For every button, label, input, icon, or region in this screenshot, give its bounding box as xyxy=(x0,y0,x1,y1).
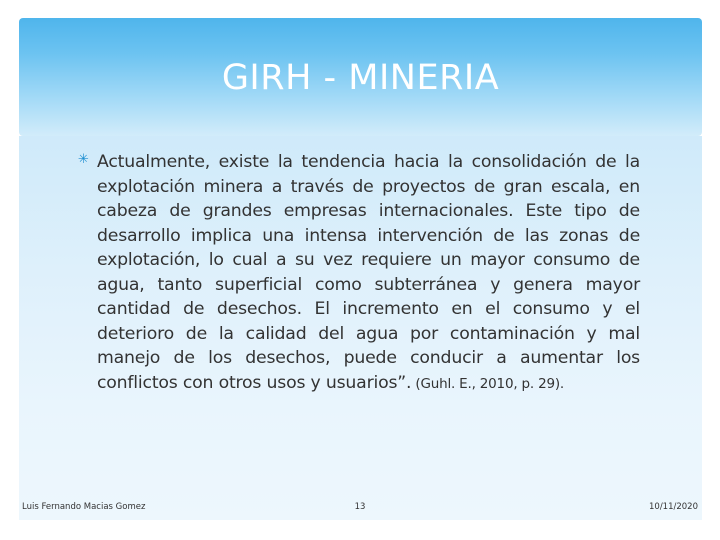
footer-page-number: 13 xyxy=(354,502,366,512)
bullet-body-text: Actualmente, existe la tendencia hacia la consolidación de la explotación minera a través de proyectos de gran escala, en cabeza de grandes empresas internacionales. Este tipo de desarrollo implica una intensa intervención de las zonas de explotación, lo cual a su vez requiere un mayor consumo de agua, tanto superficial como subterránea y genera mayor cantidad de desechos. El incremento en el consumo y el deterioro de la calidad del agua por contaminación y mal manejo de los desechos, puede conducir a aumentar los conflictos con otros usos y usuarios”. xyxy=(97,152,640,393)
footer-date: 10/11/2020 xyxy=(649,502,698,512)
asterisk-bullet-icon: ✳ xyxy=(78,152,89,167)
citation-text: (Guhl. E., 2010, p. 29). xyxy=(411,375,565,392)
slide-title: GIRH - MINERIA xyxy=(221,58,500,98)
footer-author: Luis Fernando Macias Gomez xyxy=(22,502,146,512)
bullet-paragraph xyxy=(97,150,640,396)
